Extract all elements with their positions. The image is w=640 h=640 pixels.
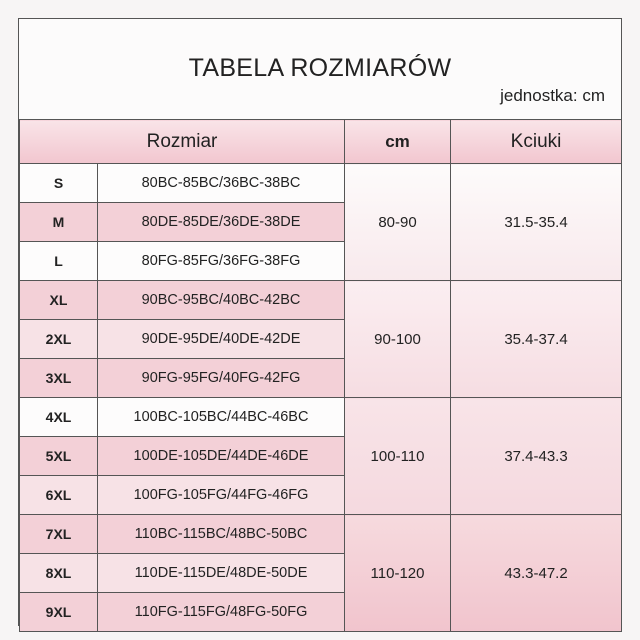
header-cm: cm: [345, 120, 451, 164]
table-row: [20, 281, 622, 320]
unit-label: jednostka: cm: [500, 86, 605, 105]
table-row: [20, 515, 622, 554]
size-cell: M: [20, 203, 98, 242]
size-cell: 7XL: [20, 515, 98, 554]
fit-cell: 90DE-95DE/40DE-42DE: [98, 320, 345, 359]
fit-cell: 90FG-95FG/40FG-42FG: [98, 359, 345, 398]
table-row: [20, 398, 622, 437]
chart-title: TABELA ROZMIARÓW: [188, 54, 452, 82]
fit-cell: 80BC-85BC/36BC-38BC: [98, 164, 345, 203]
size-chart-sheet: [18, 18, 622, 626]
size-cell: S: [20, 164, 98, 203]
cm-range-cell: 100-110: [345, 398, 451, 515]
header-size: Rozmiar: [20, 120, 345, 164]
size-cell: 2XL: [20, 320, 98, 359]
panties-range-cell: 31.5-35.4: [451, 164, 622, 281]
fit-cell: 110FG-115FG/48FG-50FG: [98, 593, 345, 632]
size-cell: 3XL: [20, 359, 98, 398]
fit-cell: 110DE-115DE/48DE-50DE: [98, 554, 345, 593]
fit-cell: 100DE-105DE/44DE-46DE: [98, 437, 345, 476]
chart-header: [19, 19, 621, 120]
cm-range-cell: 90-100: [345, 281, 451, 398]
table-row: [20, 164, 622, 203]
size-cell: 9XL: [20, 593, 98, 632]
panties-range-cell: 43.3-47.2: [451, 515, 622, 632]
size-cell: 4XL: [20, 398, 98, 437]
size-cell: 8XL: [20, 554, 98, 593]
panties-range-cell: 35.4-37.4: [451, 281, 622, 398]
fit-cell: 80FG-85FG/36FG-38FG: [98, 242, 345, 281]
panties-range-cell: 37.4-43.3: [451, 398, 622, 515]
fit-cell: 100BC-105BC/44BC-46BC: [98, 398, 345, 437]
header-row: [20, 120, 622, 164]
cm-range-cell: 80-90: [345, 164, 451, 281]
fit-cell: 80DE-85DE/36DE-38DE: [98, 203, 345, 242]
header-panties: Kciuki: [451, 120, 622, 164]
fit-cell: 90BC-95BC/40BC-42BC: [98, 281, 345, 320]
size-cell: 5XL: [20, 437, 98, 476]
size-cell: XL: [20, 281, 98, 320]
size-cell: 6XL: [20, 476, 98, 515]
size-cell: L: [20, 242, 98, 281]
fit-cell: 110BC-115BC/48BC-50BC: [98, 515, 345, 554]
cm-range-cell: 110-120: [345, 515, 451, 632]
size-table: [19, 119, 622, 632]
fit-cell: 100FG-105FG/44FG-46FG: [98, 476, 345, 515]
